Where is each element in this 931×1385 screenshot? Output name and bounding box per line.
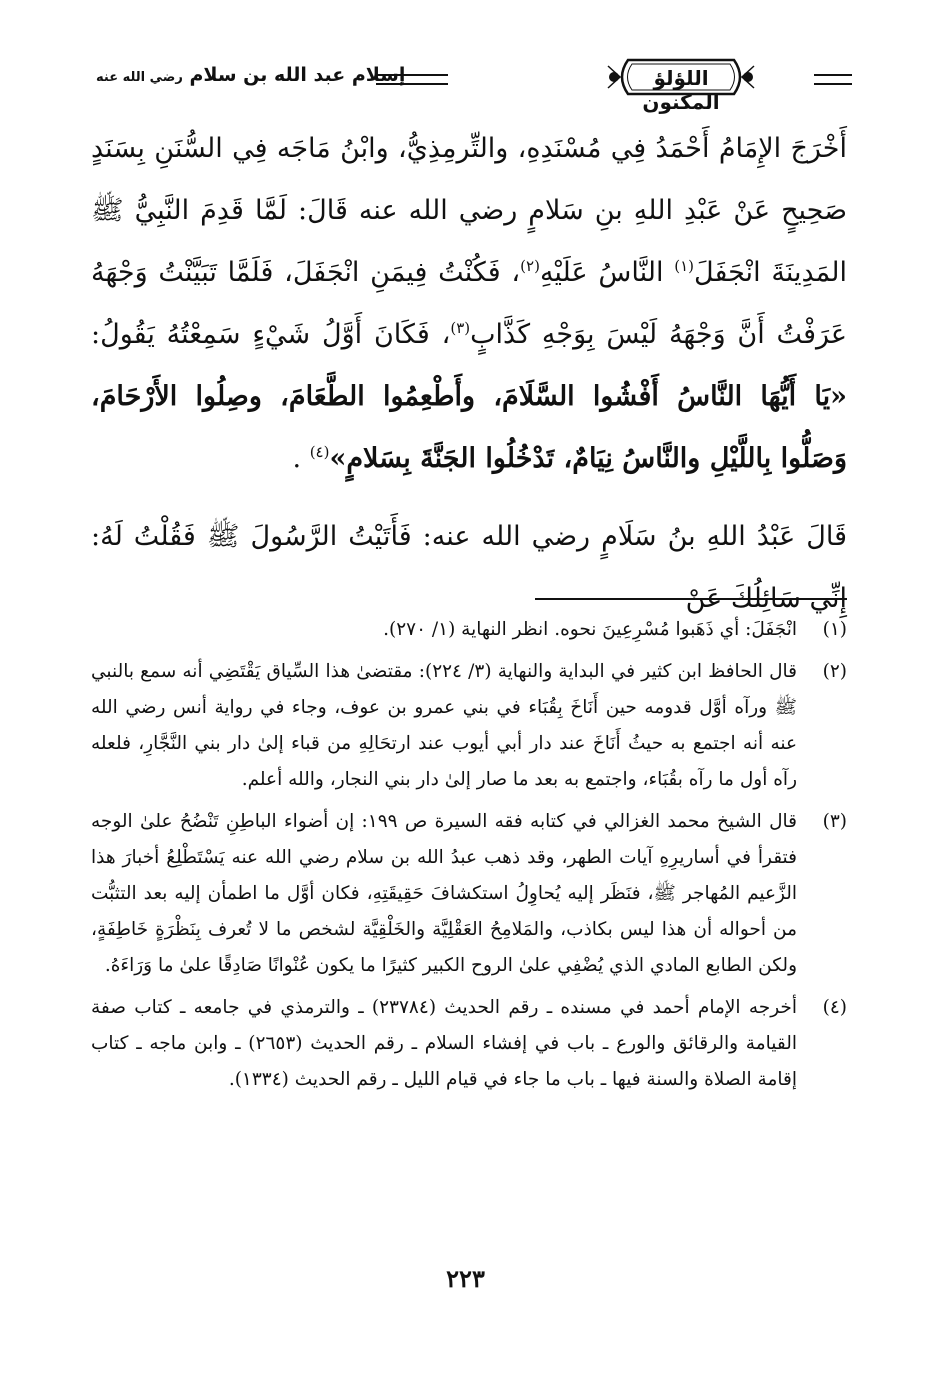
footnote-separator: [535, 598, 847, 600]
footnote-ref-2[interactable]: (٢): [520, 257, 540, 275]
footnotes: [91, 612, 847, 1104]
footnote-number: (٣): [822, 811, 847, 832]
chapter-title-text: إسلام عبد الله بن سلام: [189, 64, 406, 86]
footnote-2: [91, 654, 847, 798]
paragraph-1-part-b: النَّاسُ عَلَيْهِ: [539, 257, 664, 288]
book-title: اللؤلؤ المكنون: [642, 66, 720, 114]
footnote-ref-1[interactable]: (١): [674, 257, 695, 275]
main-text: [91, 118, 847, 630]
paragraph-1-part-c: ، فَكُنْتُ فِيمَنِ انْجَفَلَ، فَلَمَّا تَبَيَّنْتُ وَجْهَهُ عَرَفْتُ أَنَّ وَجْهَهُ لَيْسَ بِوَجْهِ كَذَّابٍ: [91, 257, 847, 350]
paragraph-1-end: .: [292, 443, 302, 474]
paragraph-1-part-a: أَخْرَجَ الإِمَامُ أَحْمَدُ فِي مُسْنَدِهِ، والتِّرمِذِيُّ، وابْنُ مَاجَه فِي السُّنَنِ بِسَنَدٍ صَحِيحٍ عَنْ عَبْدِ اللهِ بنِ سَلامٍ رضي الله عنه قَالَ: لَمَّا قَدِمَ النَّبِيُّ ﷺ المَدِينَةَ انْجَفَلَ: [91, 133, 847, 288]
footnote-text: قال الشيخ محمد الغزالي في كتابه فقه السيرة ص ١٩٩: إن أضواء الباطِنِ تَنْضُحُ علىٰ الوجه فتقرأ في أساريرِهِ آيات الطهر، وقد ذهب عبدُ الله بن سلام رضي الله عنه يَسْتَطْلِعُ أخبارَ هذا الزَّعيم المُهاجر ﷺ، فنَظَر إليه يُحاوِلُ استكشافَ حَقِيقَتِهِ، فكان أوَّل ما اطمأن إليه بعد التثبُّت من أحواله أن هذا ليس بكاذب، والمَلامِحُ العَقْلِيَّة والخَلْقِيَّة لشخص ما لا تُعرف بِنَظْرَةٍ خَاطِفَةٍ، ولكن الطابع المادي الذي يُضْفِي علىٰ الروح الكبير كثيرًا ما يكون عُنْوانًا صَادِقًا علىٰ ما وَرَاءَهُ.: [91, 811, 797, 976]
footnote-text: أخرجه الإمام أحمد في مسنده ـ رقم الحديث (٢٣٧٨٤) ـ والترمذي في جامعه ـ كتاب صفة القيامة والرقائق والورع ـ باب في إفشاء السلام ـ رقم الحديث (٢٦٥٣) ـ وابن ماجه ـ كتاب إقامة الصلاة والسنة فيها ـ باب ما جاء في قيام الليل ـ رقم الحديث (١٣٣٤).: [91, 997, 797, 1090]
footnote-ref-4[interactable]: (٤): [309, 443, 330, 461]
footnote-number: (٢): [822, 661, 847, 682]
hadith-quote: «يَا أَيُّهَا النَّاسُ أَفْشُوا السَّلَامَ، وأَطْعِمُوا الطَّعَامَ، وصِلُوا الأَرْحَامَ، وَصَلُّوا بِاللَّيْلِ والنَّاسُ نِيَامٌ، تَدْخُلُوا الجَنَّةَ بِسَلامٍ»: [91, 381, 847, 474]
footnote-3: [91, 804, 847, 984]
header-ornament: [606, 54, 756, 114]
footnote-ref-3[interactable]: (٣): [450, 319, 471, 337]
footnote-number: (١): [822, 619, 847, 640]
chapter-title: [96, 64, 405, 86]
page-number: ٢٢٣: [446, 1264, 485, 1293]
paragraph-2: قَالَ عَبْدُ اللهِ بنُ سَلَامٍ رضي الله عنه: فَأَتَيْتُ الرَّسُولَ ﷺ فَقُلْتُ لَهُ: إِنِّي سَائِلُكَ عَنْ: [91, 521, 847, 614]
footnote-number: (٤): [822, 997, 847, 1018]
chapter-honorific: رضي الله عنه: [96, 70, 183, 85]
header-rule-right: [814, 74, 852, 85]
footnote-text: انْجَفَلَ: أي ذَهَبوا مُسْرِعِينَ نحوه. انظر النهاية (١/ ٢٧٠).: [383, 619, 797, 640]
running-header: [96, 52, 852, 114]
paragraph-1: [91, 118, 847, 490]
footnote-1: [91, 612, 847, 648]
footnote-4: [91, 990, 847, 1098]
footnote-text: قال الحافظ ابن كثير في البداية والنهاية (٣/ ٢٢٤): مقتضىٰ هذا السِّياق يَقْتَضِي أنه سمع بالنبي ﷺ ورآه أوَّل قدومه حين أَنَاخَ بِقُبَاء في بني عمرو بن عوف، وجاء في رواية أنس رضي الله عنه أنه اجتمع به حيثُ أَنَاخَ عند دار أبي أيوب عند ارتحَالِهِ من قباء إلىٰ دار بني النَّجَّارِ، فلعله رآه أول ما رآه بقُبَاء، واجتمع به بعد ما صار إلىٰ دار بني النجار، والله أعلم.: [91, 661, 797, 790]
paragraph-1-part-d: ، فَكَانَ أَوَّلُ شَيْءٍ سَمِعْتُهُ يَقُولُ:: [91, 319, 451, 350]
